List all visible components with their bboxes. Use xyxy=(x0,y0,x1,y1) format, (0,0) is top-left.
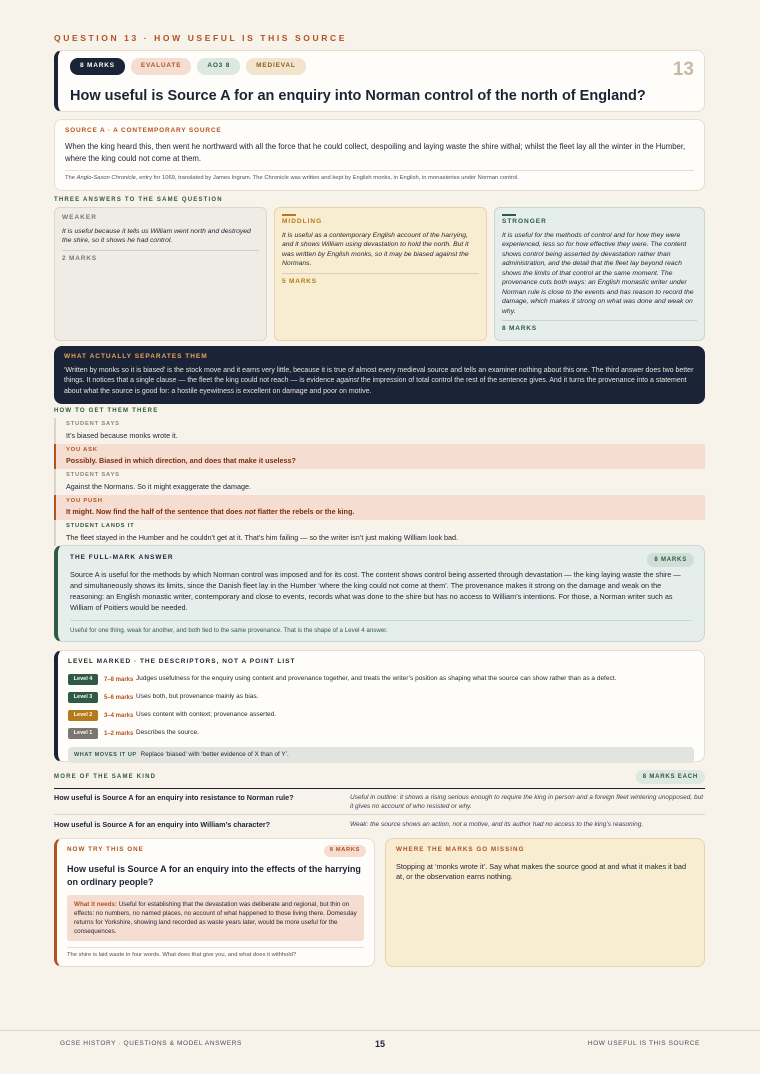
more-answer: Useful in outline: it shows a rising serious enough to require the king in person and a foreign fleet wintering unopposed, but it gives no account of who resisted or why. xyxy=(350,794,704,811)
dialogue-line: Against the Normans. So it might exaggerate the damage. xyxy=(66,481,251,491)
full-mark-label: THE FULL-MARK ANSWER xyxy=(70,554,174,561)
level-pill: Level 2 xyxy=(68,710,98,721)
divider xyxy=(67,947,364,948)
level-marks: 3–4 marks xyxy=(104,712,134,719)
separates-box xyxy=(54,346,705,404)
footer-left: GCSE HISTORY · QUESTIONS & MODEL ANSWERS xyxy=(60,1040,242,1047)
dialogue xyxy=(54,418,705,546)
level-descriptors xyxy=(54,650,705,762)
level-pill: Level 4 xyxy=(68,674,98,685)
level-marks: 7–8 marks xyxy=(104,676,134,683)
marks-missing-box xyxy=(385,838,705,967)
level-pill: Level 3 xyxy=(68,692,98,703)
missing-text: Stopping at ‘monks wrote it’. Say what makes the source good at and what it makes it bad at, or the observation earns nothing. xyxy=(396,861,687,882)
level-row xyxy=(68,729,694,739)
ao-pill: AO3 8 xyxy=(197,58,240,75)
marks-badge: 8 MARKS xyxy=(324,845,366,857)
separates-text xyxy=(64,366,695,398)
dialogue-line: It’s biased because monks wrote it. xyxy=(66,430,178,440)
answer-weaker xyxy=(54,207,267,341)
more-question: How useful is Source A for an enquiry into William’s character? xyxy=(54,820,271,829)
source-label: SOURCE A · A CONTEMPORARY SOURCE xyxy=(65,127,222,134)
separates-text-b: the impression of total control the rest of the sentence gives. And it turns the provenance into a statement about what the source is good for: a hostile eyewitness is excellent on damage and poor on motive. xyxy=(64,377,687,395)
dialogue-line: The fleet stayed in the Humber and he couldn’t get at it. That’s him failing — so the writer isn’t just making William look bad. xyxy=(66,532,459,542)
dialogue-student xyxy=(54,418,705,444)
dialogue-line: Possibly. Biased in which direction, and does that make it useless? xyxy=(66,456,296,466)
separates-emphasis: against xyxy=(336,377,359,385)
answer-level-label: MIDDLING xyxy=(282,218,323,225)
source-title: Anglo-Saxon Chronicle xyxy=(76,174,136,181)
try-question: How useful is Source A for an enquiry into the effects of the harrying on ordinary people? xyxy=(67,863,361,887)
level-description: Describes the source. xyxy=(136,729,199,737)
source-provenance: The Anglo-Saxon Chronicle, entry for 1069, translated by James Ingram. The Chronicle was written and kept by English monks, in English, in monasteries under Norman control. xyxy=(65,174,519,181)
howto-heading: HOW TO GET THEM THERE xyxy=(54,408,159,414)
moves-it-up xyxy=(68,747,694,764)
level-marks: 5–6 marks xyxy=(104,694,134,701)
answer-text: It is useful because it tells us William went north and destroyed the shire, so it shows he had control. xyxy=(62,227,251,245)
marks-badge: 8 MARKS EACH xyxy=(636,770,705,784)
needs-text: Useful for establishing that the devastation was deliberate and regional, but thin on effects: no numbers, no named places, no account of what happened to those living there. Domesday returns for Yorkshire, showing land recorded as waste years later, would be more useful for the consequences. xyxy=(74,900,357,935)
full-mark-note: Useful for one thing, weak for another, and both tied to the same provenance. That is the shape of a Level 4 answer. xyxy=(70,626,388,634)
moves-label: WHAT MOVES IT UP xyxy=(74,751,137,758)
try-label: NOW TRY THIS ONE xyxy=(67,846,144,853)
question-number: 13 xyxy=(672,59,694,80)
level-pill: Level 1 xyxy=(68,728,98,739)
answer-marks: 5 MARKS xyxy=(282,277,317,285)
question-tags xyxy=(70,58,306,75)
answer-text: It is useful as a contemporary English account of the harrying, and it shows William using devastation to hold the north. But it was written by English monks, so it may be biased against the Normans. xyxy=(282,231,469,268)
speaker-label: STUDENT SAYS xyxy=(66,421,120,427)
answer-marks: 8 MARKS xyxy=(502,325,537,333)
level-row xyxy=(68,693,694,703)
dialogue-line-b: flatter the rebels or the king. xyxy=(255,507,355,517)
answer-level-label: STRONGER xyxy=(502,218,547,225)
answer-marks: 2 MARKS xyxy=(62,254,97,262)
dialogue-student xyxy=(54,469,705,495)
answers-heading: THREE ANSWERS TO THE SAME QUESTION xyxy=(54,197,223,203)
speaker-label: STUDENT LANDS IT xyxy=(66,523,135,530)
try-hint: The shire is laid waste in four words. What does that give you, and what does it withhold? xyxy=(67,952,297,959)
dialogue-emphasis: not xyxy=(244,507,256,517)
level-row xyxy=(68,675,694,685)
full-mark-text: Source A is useful for the methods by which Norman control was imposed and for its cost. The content shows control being asserted through devastation — the king laying waste the shire — and simultaneously shows its limits, since the Danish fleet lay in the Humber ‘where the king could not come at them’. The provenance makes it strong on the damage and weak on the reasoning: an English monastic writer, contemporary and close to events, records what was done to the shire but has no access to William’s intentions. For those, a Norman writer such as William of Poitiers would be needed. xyxy=(70,569,681,612)
divider xyxy=(54,788,705,789)
dialogue-line-a: It might. Now find the half of the sentence that does xyxy=(66,507,245,517)
source-provenance-text: , entry for 1069, translated by James Ingram. The Chronicle was written and kept by English monks, in English, in monasteries under Norman control. xyxy=(135,174,519,181)
answer-middling xyxy=(274,207,487,341)
level-description: Uses both, but provenance mainly as bias. xyxy=(136,693,259,701)
more-header xyxy=(54,773,705,781)
dialogue-line xyxy=(66,507,695,517)
dialogue-teacher xyxy=(54,495,705,521)
divider xyxy=(62,250,259,251)
level-marks: 1–2 marks xyxy=(104,730,134,737)
divider xyxy=(502,320,697,321)
separates-text-a: ‘Written by monks so it is biased’ is the stock move and it earns very little, because it is true of almost every medieval source and tells an examiner nothing about this one. The third answer does two better things. It notices that a single clause — the fleet the king could not reach — is evidence xyxy=(64,366,694,385)
levels-label: LEVEL MARKED · THE DESCRIPTORS, NOT A POINT LIST xyxy=(68,658,296,665)
source-quote: When the king heard this, then went he northward with all the force that he could collect, despoiling and laying waste the shire withal; whilst the fleet lay all the winter in the Humber, where the king could not come at them. xyxy=(65,141,686,163)
footer-divider xyxy=(0,1030,760,1031)
accent-line xyxy=(502,214,516,216)
footer-right: HOW USEFUL IS THIS SOURCE xyxy=(587,1040,700,1047)
period-pill: MEDIEVAL xyxy=(246,58,306,75)
page-number: 15 xyxy=(374,1039,385,1049)
divider xyxy=(54,814,705,815)
answer-text: It is useful for the methods of control and for how they were experienced, less so for how effective they were. The content shows control being asserted by devastation rather than administration, and the detail that the fleet lay beyond reach shows the limits of that control at the same moment. The provenance cuts both ways: an English monastic writer under Norman rule is close to the events and has reason to record the damage, which makes it strong on what was done and weak on why. xyxy=(502,231,694,315)
what-it-needs xyxy=(67,895,364,942)
section-kicker: QUESTION 13 · HOW USEFUL IS THIS SOURCE xyxy=(54,33,347,43)
marks-pill: 8 MARKS xyxy=(70,58,125,75)
speaker-label: YOU ASK xyxy=(66,446,98,453)
more-answer: Weak: the source shows an action, not a motive, and its author had no access to the king’s reasoning. xyxy=(350,821,644,828)
dialogue-student-lands xyxy=(54,520,705,546)
divider xyxy=(282,273,479,274)
question-card xyxy=(54,50,705,112)
marks-badge: 8 MARKS xyxy=(647,553,694,567)
question-title: How useful is Source A for an enquiry into Norman control of the north of England? xyxy=(70,88,646,104)
more-question: How useful is Source A for an enquiry into resistance to Norman rule? xyxy=(54,793,294,802)
more-heading: MORE OF THE SAME KIND xyxy=(54,774,157,780)
separates-label: WHAT ACTUALLY SEPARATES THEM xyxy=(64,353,208,360)
source-box xyxy=(54,119,705,191)
speaker-label: YOU PUSH xyxy=(66,497,103,504)
accent-line xyxy=(282,214,296,216)
missing-label: WHERE THE MARKS GO MISSING xyxy=(396,846,525,853)
moves-text: Replace ‘biased’ with ‘better evidence of X than of Y’. xyxy=(140,750,289,758)
level-description: Uses content with context; provenance asserted. xyxy=(136,711,277,719)
answer-stronger xyxy=(494,207,705,341)
speaker-label: STUDENT SAYS xyxy=(66,472,120,479)
try-this-one xyxy=(54,838,375,967)
divider xyxy=(65,170,694,171)
skill-pill: EVALUATE xyxy=(131,58,191,75)
level-row xyxy=(68,711,694,721)
needs-label: What it needs: xyxy=(74,900,118,908)
full-mark-answer xyxy=(54,545,705,642)
dialogue-teacher xyxy=(54,444,705,470)
level-description: Judges usefulness for the enquiry using content and provenance together, and treats the writer’s position as shaping what the source can show rather than as a defect. xyxy=(136,675,617,683)
divider xyxy=(70,620,692,621)
answer-level-label: WEAKER xyxy=(62,214,97,221)
